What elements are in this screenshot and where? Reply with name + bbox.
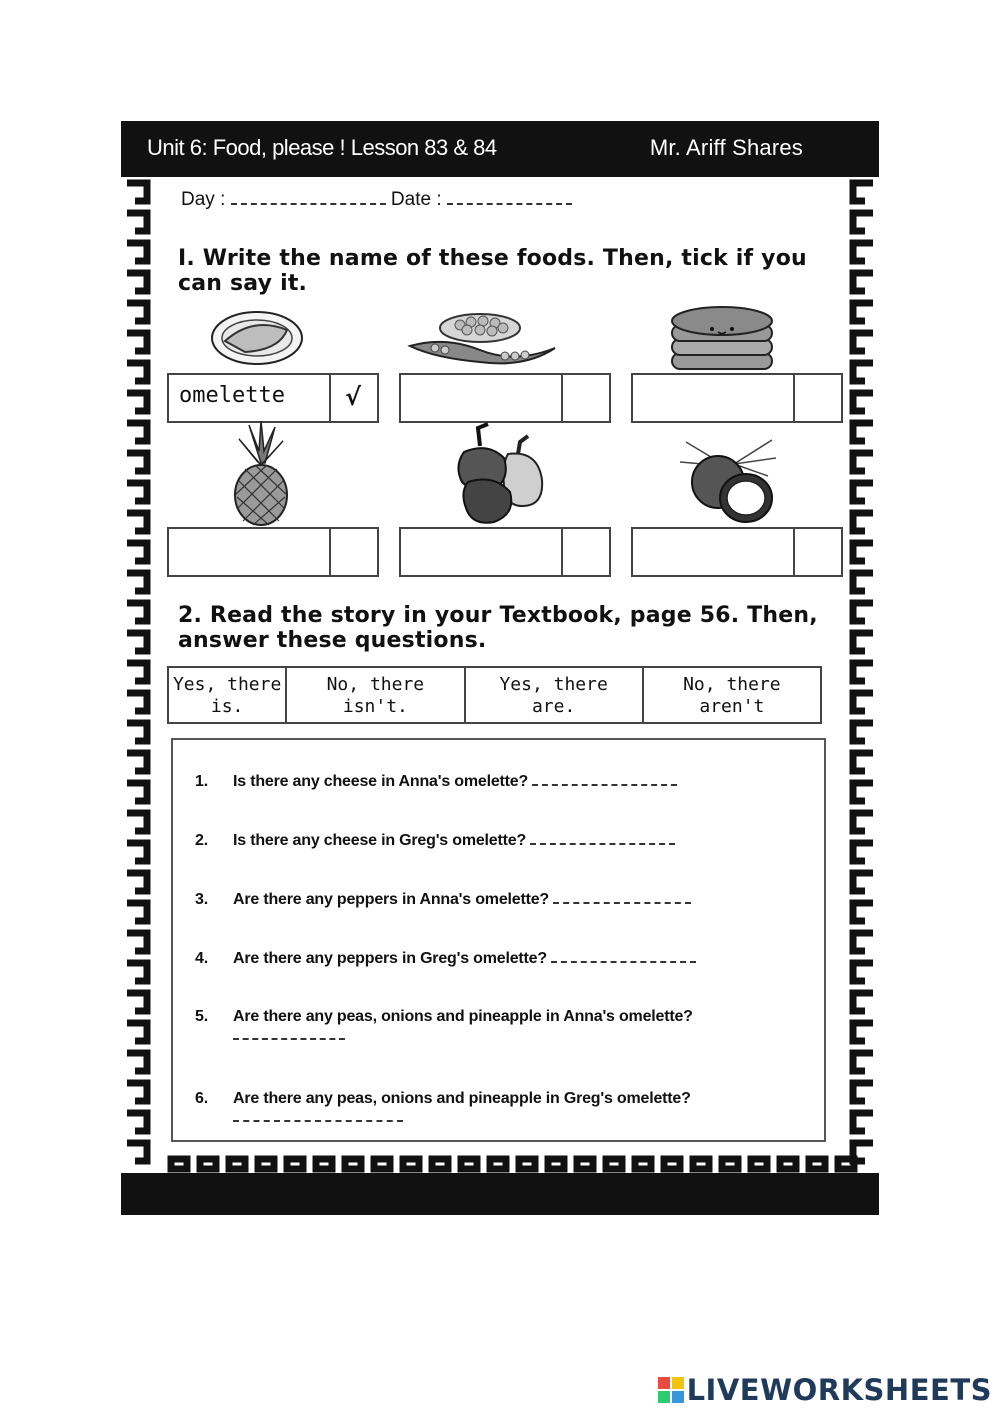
tick-box[interactable] xyxy=(561,375,609,421)
answer-box-4 xyxy=(167,527,379,577)
answer-line[interactable] xyxy=(530,831,675,845)
footer-bar xyxy=(121,1173,879,1215)
liveworksheets-logo-icon xyxy=(658,1377,684,1403)
answer-field[interactable]: omelette xyxy=(169,375,331,421)
option-cell: No, there isn't. xyxy=(287,668,465,722)
header-bar xyxy=(121,121,879,177)
answer-line[interactable] xyxy=(553,890,691,904)
question-text: Are there any peppers in Anna's omelette? xyxy=(233,891,549,908)
answer-box-1 xyxy=(167,373,379,423)
pancakes-icon xyxy=(667,303,777,379)
question-text: Is there any cheese in Anna's omelette? xyxy=(233,773,529,790)
answer-box-5 xyxy=(399,527,611,577)
question-number: 4. xyxy=(195,950,208,967)
day-field[interactable] xyxy=(231,189,386,205)
question-row xyxy=(195,1090,691,1127)
option-cell: Yes, there is. xyxy=(169,668,287,722)
worksheet xyxy=(121,121,879,1215)
peas-icon xyxy=(405,308,563,368)
answer-field[interactable] xyxy=(169,529,331,575)
answer-line[interactable] xyxy=(551,949,696,963)
date-field[interactable] xyxy=(447,189,572,205)
question-row xyxy=(195,1008,693,1045)
answer-line[interactable] xyxy=(233,1026,345,1040)
omelette-icon xyxy=(209,306,305,366)
question-text: Is there any cheese in Greg's omelette? xyxy=(233,832,527,849)
answer-field[interactable] xyxy=(633,529,795,575)
question-number: 5. xyxy=(195,1008,208,1025)
option-cell: No, there aren't xyxy=(683,674,781,717)
question-text: Are there any peas, onions and pineapple in Anna's omelette? xyxy=(233,1008,693,1025)
tick-box[interactable] xyxy=(329,529,377,575)
answer-line[interactable] xyxy=(233,1108,403,1122)
liveworksheets-watermark xyxy=(658,1373,992,1407)
question-number: 1. xyxy=(195,773,208,790)
question-row xyxy=(195,949,696,968)
coconut-icon xyxy=(676,436,780,526)
watermark-text: LIVEWORKSHEETS xyxy=(686,1373,992,1407)
section2-title: 2. Read the story in your Textbook, page 56. Then, answer these questions. xyxy=(178,603,818,653)
questions-box xyxy=(171,738,826,1142)
answer-box-2 xyxy=(399,373,611,423)
question-number: 3. xyxy=(195,891,208,908)
question-text: Are there any peas, onions and pineapple in Greg's omelette? xyxy=(233,1090,691,1107)
section1-title: I. Write the name of these foods. Then, tick if you can say it. xyxy=(178,246,807,296)
tick-box[interactable] xyxy=(561,529,609,575)
answer-box-6 xyxy=(631,527,843,577)
answer-field[interactable] xyxy=(401,529,563,575)
day-label: Day : xyxy=(181,189,226,210)
answer-line[interactable] xyxy=(532,772,677,786)
question-text: Are there any peppers in Greg's omelette? xyxy=(233,950,547,967)
question-number: 2. xyxy=(195,832,208,849)
answer-box-3 xyxy=(631,373,843,423)
answer-field[interactable] xyxy=(401,375,563,421)
tick-box[interactable]: √ xyxy=(344,383,361,411)
tick-box[interactable] xyxy=(793,375,841,421)
pineapple-icon xyxy=(229,421,293,527)
tick-box[interactable] xyxy=(793,529,841,575)
worksheet-title: Unit 6: Food, please ! Lesson 83 & 84 xyxy=(147,135,497,160)
answer-options-table xyxy=(167,666,822,724)
question-row xyxy=(195,831,675,850)
question-row xyxy=(195,772,677,791)
peppers-icon xyxy=(448,422,552,526)
author-name: Mr. Ariff Shares xyxy=(649,135,803,160)
day-date-line xyxy=(181,189,572,211)
option-cell: Yes, there are. xyxy=(466,668,644,722)
date-label: Date : xyxy=(390,189,442,210)
answer-field[interactable] xyxy=(633,375,795,421)
question-row xyxy=(195,890,691,909)
question-number: 6. xyxy=(195,1090,208,1107)
